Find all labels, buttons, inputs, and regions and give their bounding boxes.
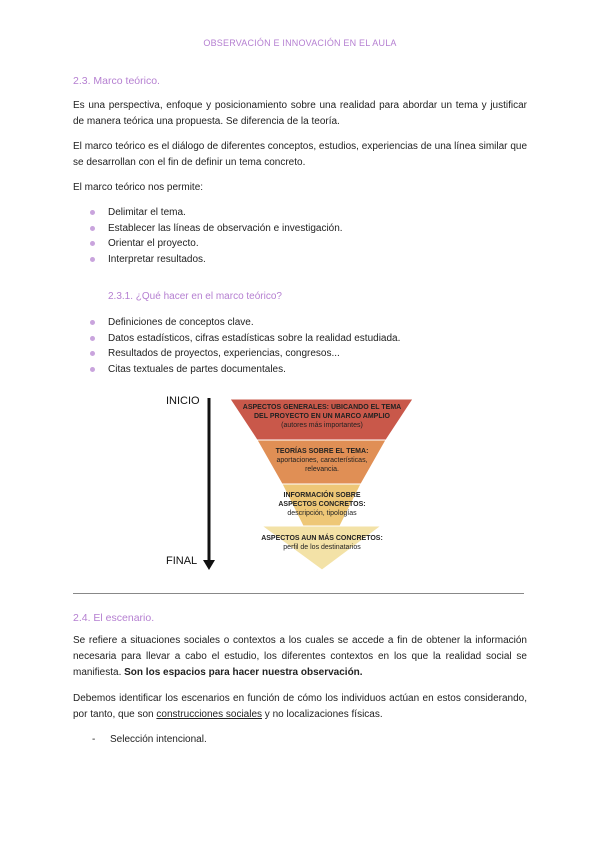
- escenario-list: [92, 732, 207, 748]
- list-item: Establecer las líneas de observación e investigación.: [90, 221, 343, 237]
- layer-general-sub: (autores más importantes): [281, 422, 363, 429]
- list-item: Delimitar el tema.: [90, 205, 343, 221]
- bold-statement: Son los espacios para hacer nuestra observación.: [124, 667, 363, 678]
- list-item: Datos estadísticos, cifras estadísticas sobre la realidad estudiada.: [90, 331, 400, 347]
- paragraph-dialogo: El marco teórico es el diálogo de diferentes conceptos, estudios, experiencias de una línea similar que se desarrollan con el fin de definir un tema concreto.: [73, 141, 527, 168]
- layer-general-title2: DEL PROYECTO EN UN MARCO AMPLIO: [254, 413, 390, 420]
- layer-informacion-title: INFORMACIÓN SOBRE: [283, 492, 361, 499]
- list-item: Definiciones de conceptos clave.: [90, 315, 400, 331]
- paragraph-permite: El marco teórico nos permite:: [73, 182, 204, 193]
- dash-bullet-icon: -: [92, 734, 96, 745]
- diagram-end-label: FINAL: [166, 555, 198, 567]
- list-item: Interpretar resultados.: [90, 252, 343, 268]
- paragraph-escenario: Se refiere a situaciones sociales o contextos a los cuales se accede a fin de obtener la información necesaria para llevar a cabo el estudio, los diferentes contextos en los que la realidad social se manifiesta. Son los espacios para hacer nuestra observación.: [73, 635, 527, 678]
- paragraph-definition: Es una perspectiva, enfoque y posicionamiento sobre una realidad para abordar un tema y justificar de manera teórica una propuesta. Se diferencia de la teoría.: [73, 100, 527, 127]
- subsection-heading-que-hacer: 2.3.1. ¿Qué hacer en el marco teórico?: [108, 291, 282, 302]
- page-header: OBSERVACIÓN E INNOVACIÓN EN EL AULA: [203, 38, 397, 48]
- list-item: Orientar el proyecto.: [90, 236, 343, 252]
- layer-teorias-sub2: relevancia.: [305, 466, 339, 473]
- diagram-start-label: INICIO: [166, 395, 200, 407]
- list-item: Citas textuales de partes documentales.: [90, 362, 400, 378]
- layer-teorias-sub: aportaciones, características,: [276, 457, 368, 464]
- layer-teorias-title: TEORÍAS SOBRE EL TEMA:: [275, 448, 369, 455]
- layer-general-title: ASPECTOS GENERALES: UBICANDO EL TEMA: [242, 404, 402, 411]
- layer-informacion-title2: ASPECTOS CONCRETOS:: [278, 501, 366, 508]
- section-divider: [73, 593, 524, 594]
- paragraph-identificar: Debemos identificar los escenarios en función de cómo los individuos actúan en estos considerando, por tanto, que son construcciones sociales y no localizaciones físicas.: [73, 693, 527, 720]
- section-heading-escenario: 2.4. El escenario.: [73, 612, 155, 624]
- list-item: - Selección intencional.: [92, 732, 207, 748]
- layer-informacion-sub: descripción, tipologías: [287, 510, 357, 517]
- layer-concretos-title: ASPECTOS AUN MÁS CONCRETOS:: [261, 535, 383, 542]
- layer-concretos-sub: perfil de los destinatarios: [283, 544, 361, 551]
- section-heading-marco-teorico: 2.3. Marco teórico.: [73, 75, 160, 87]
- list-item: Resultados de proyectos, experiencias, congresos...: [90, 346, 400, 362]
- arrow-down-head-icon: [203, 560, 215, 570]
- underlined-term: construcciones sociales: [156, 709, 263, 720]
